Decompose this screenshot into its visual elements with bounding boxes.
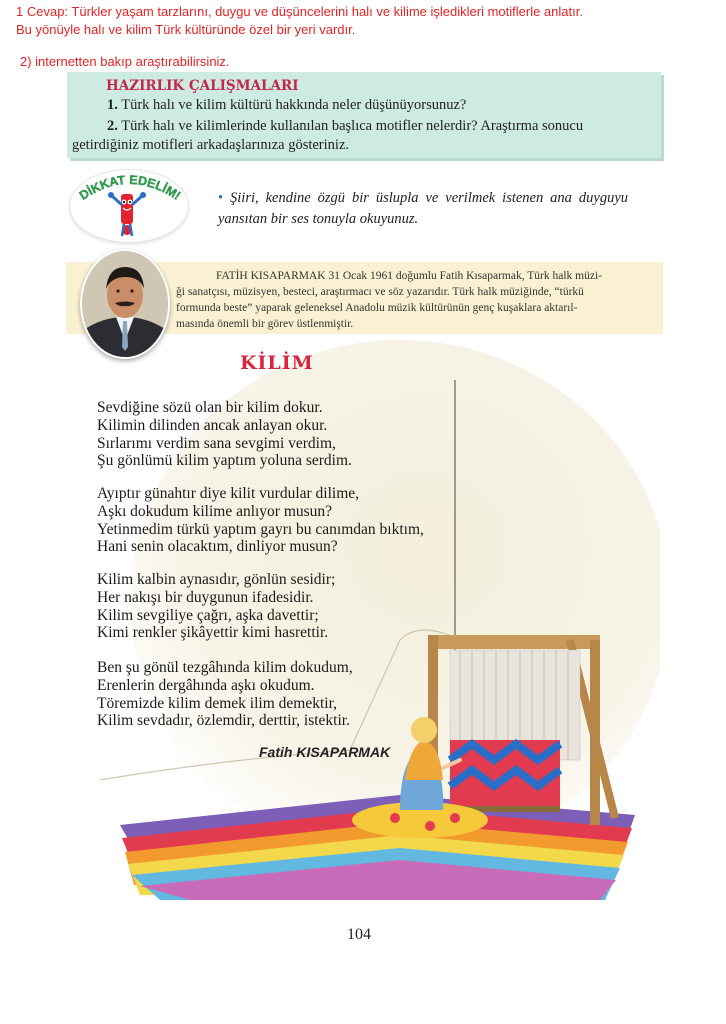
exclamation-mascot-icon <box>108 192 146 236</box>
attention-badge <box>70 170 188 242</box>
bio-line-1: FATİH KISAPARMAK 31 Ocak 1961 doğumlu Fatih Kısaparmak, Türk halk müzi- <box>216 270 602 282</box>
preparation-title: HAZIRLIK ÇALIŞMALARI <box>106 78 299 94</box>
bio-line-2: ği sanatçısı, müzisyen, besteci, araştırmacı ve söz yazarıdır. Türk halk müziğinde, “türkü <box>176 286 584 298</box>
poem-stanza-4 <box>97 659 353 730</box>
question-2-text-line-1: Türk halı ve kilimlerinde kullanılan başlıca motifler nelerdir? Araştırma sonucu <box>121 118 584 134</box>
attention-text: Şiiri, kendine özgü bir üslupla ve verilmek istenen ana duyguyu yansıtan bir ses tonuyla okuyunuz. <box>218 190 629 227</box>
poem-line: Ben şu gönül tezgâhında kilim dokudum, <box>97 659 353 676</box>
poem-line: Töremizde kilim demek ilim demektir, <box>97 694 337 712</box>
poem-line: Her nakışı bir duygunun ifadesidir. <box>97 588 314 606</box>
poem-line: Kimi renkler şikâyettir kimi hasrettir. <box>97 624 329 642</box>
poem-line: Kilim sevgiliye çağrı, aşka davettir; <box>97 606 319 624</box>
poem-line: Hani senin olacaktım, dinliyor musun? <box>97 538 338 556</box>
poem-stanza-2 <box>97 485 424 556</box>
bio-line-3: formunda beste” yaparak geleneksel Anadolu müzik kültürünün genç kuşaklara aktarıl- <box>176 302 578 314</box>
author-bio-text <box>176 268 644 332</box>
poem-line: Sırlarımı verdim sana sevgimi verdim, <box>97 434 336 452</box>
attention-badge-label: DİKKAT EDELİM! <box>76 172 183 203</box>
preparation-question-1 <box>107 97 466 114</box>
poem-line: Sevdiğine sözü olan bir kilim dokur. <box>97 399 323 416</box>
answer-note-line-1: 1 Cevap: Türkler yaşam tarzlarını, duygu ve düşüncelerini halı ve kilime işledikleri motiflerle anlatır. <box>16 4 583 19</box>
poem-line: Kilim kalbin aynasıdır, gönlün sesidir; <box>97 571 336 588</box>
poem-line: Yetinmedim türkü yaptım gayrı bu canımdan bıktım, <box>97 520 424 538</box>
answer-note-line-2: Bu yönüyle halı ve kilim Türk kültüründe özel bir yeri vardır. <box>16 22 356 37</box>
preparation-question-2 <box>107 118 583 135</box>
page-number: 104 <box>347 926 371 943</box>
question-1-text: Türk halı ve kilim kültürü hakkında neler düşünüyorsunuz? <box>121 97 467 113</box>
poem-line: Aşkı dokudum kilime anlıyor musun? <box>97 502 333 520</box>
poem-line: Şu gönlümü kilim yaptım yoluna serdim. <box>97 452 352 470</box>
question-2-number: 2. <box>107 118 118 134</box>
poem-line: Erenlerin dergâhında aşkı okudum. <box>97 676 315 694</box>
poem-title: KİLİM <box>240 352 314 374</box>
attention-badge-art <box>70 170 188 242</box>
poem-line: Ayıptır günahtır diye kilit vurdular dilime, <box>97 485 360 502</box>
bio-line-4: masında önemli bir görev üstlenmiştir. <box>176 318 354 330</box>
poem-stanza-1 <box>97 399 352 470</box>
poem-line: Kilimin dilinden ancak anlayan okur. <box>97 416 328 434</box>
attention-bullet: • <box>218 190 224 206</box>
answer-note-line-3: 2) internetten bakıp araştırabilirsiniz. <box>20 54 230 69</box>
poem-line: Kilim sevdadır, özlemdir, derttir, istektir. <box>97 712 350 730</box>
poem-author: Fatih KISAPARMAK <box>259 744 391 760</box>
attention-note <box>218 188 628 230</box>
question-1-number: 1. <box>107 97 118 113</box>
preparation-question-2-line-2: getirdiğiniz motifleri arkadaşlarınıza gösteriniz. <box>72 137 350 153</box>
poem-stanza-3 <box>97 571 335 642</box>
